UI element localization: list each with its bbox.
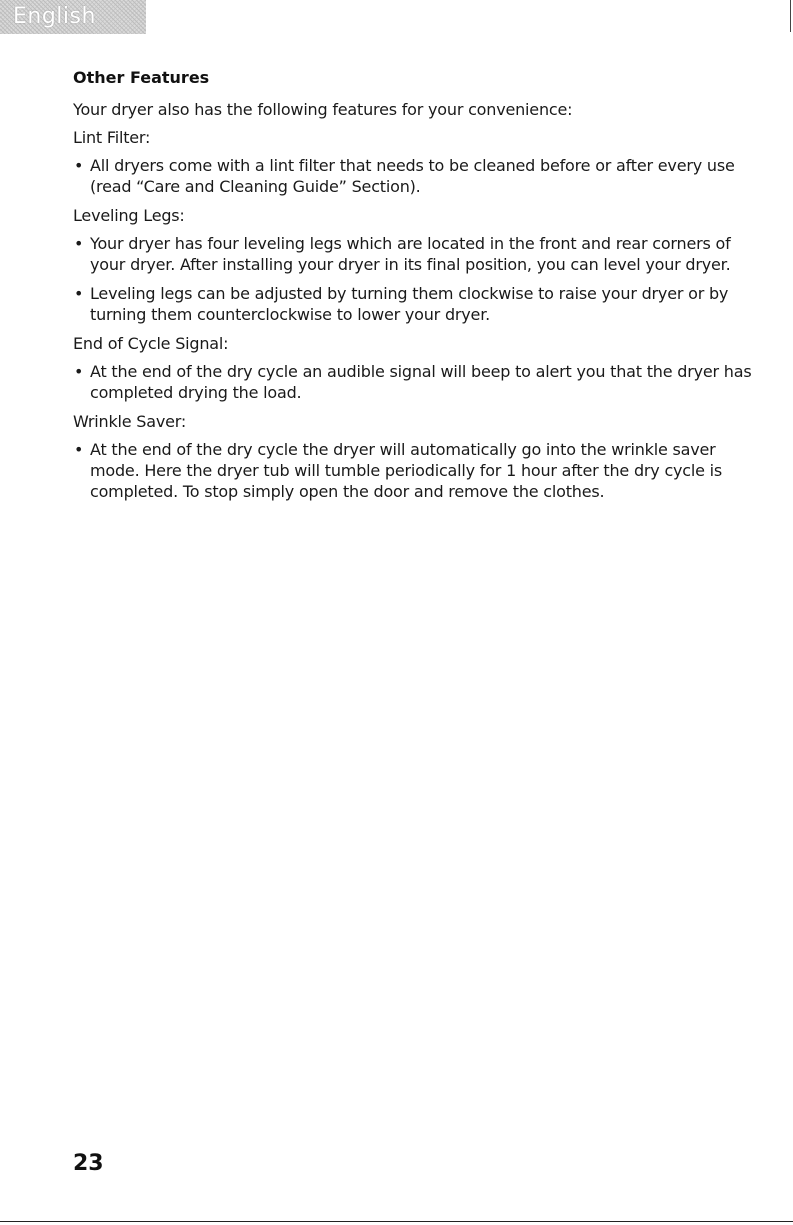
feature-lint-filter: [73, 127, 763, 197]
bottom-rule: [0, 1221, 793, 1222]
feature-bullet: [73, 439, 763, 502]
feature-wrinkle-saver: [73, 411, 763, 502]
bullet-text: Your dryer has four leveling legs which are located in the front and rear corners of your dryer. After installing your dryer in its final position, you can level your dryer.: [90, 234, 731, 274]
bullet-icon: •: [74, 362, 84, 381]
page-number: 23: [73, 1151, 104, 1176]
bullet-text: All dryers come with a lint filter that needs to be cleaned before or after every use (read “Care and Cleaning Guide” Section).: [90, 156, 735, 196]
section-intro: Your dryer also has the following features for your convenience:: [73, 100, 573, 119]
page-edge-line: [790, 0, 791, 32]
feature-leveling-legs: [73, 205, 763, 325]
feature-end-of-cycle-signal: [73, 333, 763, 403]
feature-bullet: [73, 233, 763, 275]
language-label: English: [13, 4, 96, 29]
section-title: Other Features: [73, 68, 210, 87]
feature-bullet: [73, 155, 763, 197]
bullet-icon: •: [74, 156, 84, 175]
manual-section: [73, 66, 763, 510]
feature-label: Leveling Legs:: [73, 206, 185, 225]
feature-label: Lint Filter:: [73, 128, 151, 147]
bullet-text: At the end of the dry cycle an audible signal will beep to alert you that the dryer has completed drying the load.: [90, 362, 752, 402]
feature-bullet: [73, 283, 763, 325]
feature-label: Wrinkle Saver:: [73, 412, 187, 431]
bullet-icon: •: [74, 284, 84, 303]
language-tab: [0, 0, 146, 34]
bullet-icon: •: [74, 234, 84, 253]
bullet-icon: •: [74, 440, 84, 459]
feature-label: End of Cycle Signal:: [73, 334, 229, 353]
feature-bullet: [73, 361, 763, 403]
bullet-text: Leveling legs can be adjusted by turning them clockwise to raise your dryer or by turning them counterclockwise to lower your dryer.: [90, 284, 729, 324]
bullet-text: At the end of the dry cycle the dryer will automatically go into the wrinkle saver mode. Here the dryer tub will tumble periodically for 1 hour after the dry cycle is completed. To stop simply open the door and remove the clothes.: [90, 440, 723, 501]
